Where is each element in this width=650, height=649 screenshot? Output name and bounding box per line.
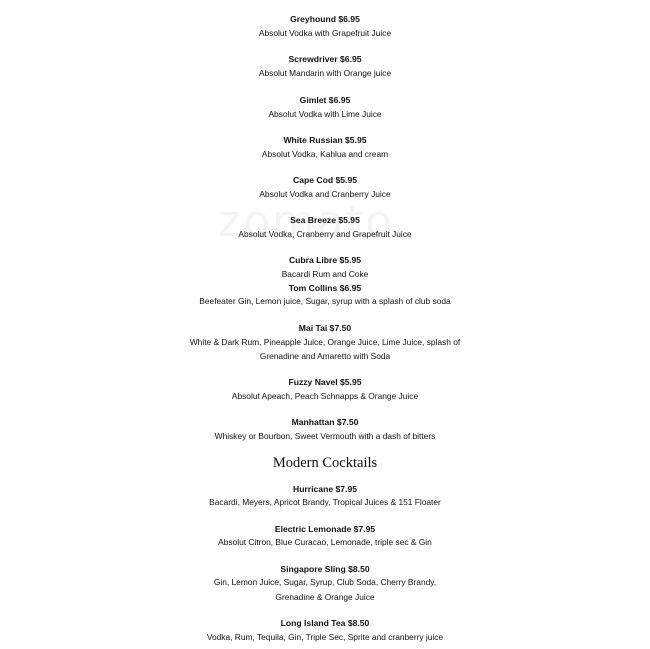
item-name-hurricane: Hurricane $7.95 — [292, 484, 357, 494]
item-desc-fuzzy-navel: Absolut Apeach, Peach Schnapps & Orange Juice — [231, 391, 419, 401]
item-desc-singapore-sling-line-2: Grenadine & Orange Juice — [275, 592, 375, 602]
item-desc-hurricane: Bacardi, Meyers, Apricot Brandy, Tropical Juices & 151 Floater — [209, 497, 441, 507]
item-name-sea-breeze: Sea Breeze $5.95 — [290, 215, 360, 225]
item-name-long-island-tea: Long Island Tea $8.50 — [280, 618, 370, 628]
item-desc-electric-lemonade: Absolut Citron, Blue Curacao, Lemonade, triple sec & Gin — [218, 537, 432, 547]
item-name-tom-collins: Tom Collins $6.95 — [288, 283, 362, 293]
item-desc-cubra-libre: Bacardi Rum and Coke — [281, 269, 369, 279]
item-desc-white-russian: Absolut Vodka, Kahlua and cream — [261, 149, 389, 159]
item-desc-cape-cod: Absolut Vodka and Cranberry Juice — [259, 189, 391, 199]
item-desc-tom-collins: Beefeater Gin, Lemon juice, Sugar, syrup with a splash of club soda — [199, 296, 451, 306]
item-desc-singapore-sling-line-1: Gin, Lemon Juice, Sugar, Syrup, Club Soda, Cherry Brandy, — [213, 577, 437, 587]
item-desc-manhattan: Whiskey or Bourbon, Sweet Vermouth with a dash of bitters — [214, 431, 436, 441]
item-name-mai-tai: Mai Tai $7.50 — [298, 323, 352, 333]
item-name-singapore-sling: Singapore Sling $8.50 — [280, 564, 370, 574]
item-desc-mai-tai-line-1: White & Dark Rum, Pineapple Juice, Orange Juice, Lime Juice, splash of — [189, 337, 461, 347]
item-name-screwdriver: Screwdriver $6.95 — [288, 54, 362, 64]
item-name-greyhound: Greyhound $6.95 — [290, 14, 360, 24]
item-name-white-russian: White Russian $5.95 — [283, 135, 367, 145]
item-name-fuzzy-navel: Fuzzy Navel $5.95 — [288, 377, 362, 387]
item-name-gimlet: Gimlet $6.95 — [299, 95, 351, 105]
item-desc-gimlet: Absolut Vodka with Lime Juice — [268, 109, 382, 119]
item-desc-long-island-tea: Vodka, Rum, Tequila, Gin, Triple Sec, Sprite and cranberry juice — [206, 632, 444, 642]
item-desc-screwdriver: Absolut Mandarin with Orange juice — [258, 68, 392, 78]
item-name-cape-cod: Cape Cod $5.95 — [293, 175, 357, 185]
item-name-cubra-libre: Cubra Libre $5.95 — [288, 255, 362, 265]
item-desc-mai-tai-line-2: Grenadine and Amaretto with Soda — [259, 351, 391, 361]
item-name-manhattan: Manhattan $7.50 — [291, 417, 359, 427]
item-desc-sea-breeze: Absolut Vodka, Cranberry and Grapefruit Juice — [238, 229, 412, 239]
item-name-electric-lemonade: Electric Lemonade $7.95 — [274, 524, 376, 534]
section-title-modern-cocktails: Modern Cocktails — [272, 455, 378, 471]
item-desc-greyhound: Absolut Vodka with Grapefruit Juice — [258, 28, 392, 38]
